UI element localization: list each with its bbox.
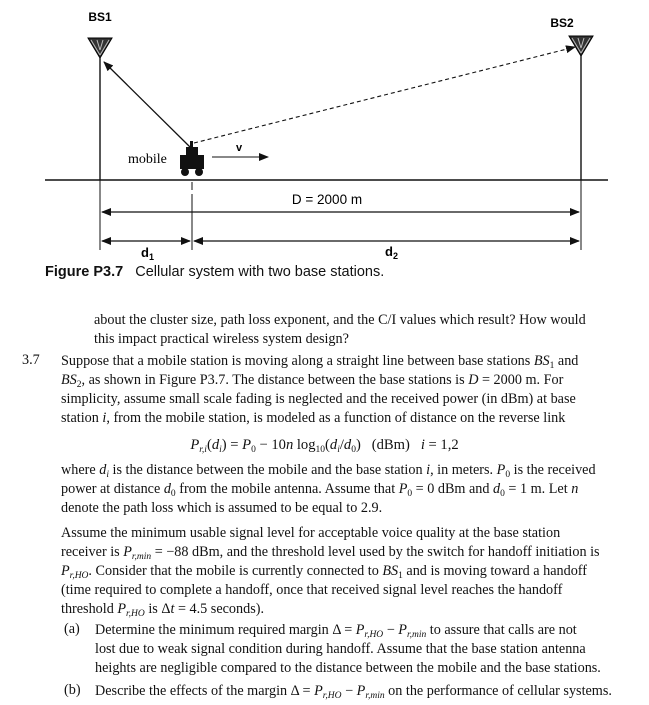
p1-line-1: Suppose that a mobile station is moving along a straight line between base stations $BS_1$ and [61, 353, 579, 371]
mobile-station-icon [180, 141, 204, 176]
d2-label: $d_2$ [385, 244, 398, 261]
part-b-paragraph [95, 682, 635, 701]
problem-paragraph-2 [61, 461, 627, 518]
mobile-label: mobile [128, 152, 167, 167]
p3-line-1: Assume the minimum usable signal level for acceptable voice quality at the base station [61, 525, 561, 541]
d1-label: $d_1$ [141, 245, 154, 262]
velocity-label: v [236, 142, 243, 154]
figure-caption [45, 264, 384, 280]
part-a-paragraph [95, 621, 627, 678]
part-b-line-1: Describe the effects of the margin $\Delta = P_{r,HO} - P_{r,min}$ on the performance of cellular systems. [95, 683, 612, 701]
link-to-bs2 [194, 47, 575, 143]
bs2-antenna-icon [569, 36, 593, 180]
p3-line-5: threshold $P_{r,HO}$ is Δt = 4.5 seconds). [61, 601, 264, 619]
p1-line-4: station i, from the mobile station, is modeled as a function of distance on the reverse link [61, 410, 566, 426]
p1-line-2: $BS_2$, as shown in Figure P3.7. The distance between the base stations is D = 2000 m. For [61, 372, 564, 390]
p1-line-3: simplicity, assume small scale fading is neglected and the received power (in dBm) at base [61, 391, 576, 407]
part-a-line-3: heights are negligible compared to the distance between the mobile and the base stations. [95, 660, 601, 676]
p2-line-3: denote the path loss which is assumed to be equal to 2.9. [61, 500, 383, 516]
p3-line-3: $P_{r,HO}$. Consider that the mobile is currently connected to $BS_1$ and is moving toward a handoff [61, 563, 587, 581]
bs2-label: BS2 [550, 16, 574, 30]
problem-paragraph-1 [61, 352, 627, 428]
path-loss-equation: $P_{r,i}(d_i) = P_0 - 10n$ $\log_{10}(d_i/d_0)$ (dBm) i = 1,2 [190, 437, 459, 455]
p2-line-1: where $d_i$ is the distance between the mobile and the base station i, in meters. $P_0$ is the received [61, 462, 596, 480]
part-a-line-1: Determine the minimum required margin $\Delta = P_{r,HO} - P_{r,min}$ to assure that calls are not [95, 622, 577, 640]
p2-line-2: power at distance $d_0$ from the mobile antenna. Assume that $P_0 = 0$ dBm and $d_0 = 1$ m. Let n [61, 481, 579, 499]
part-a-line-2: lost due to weak signal condition during handoff. Assume that the base station antenna [95, 641, 586, 657]
intro-paragraph [94, 311, 626, 349]
bs1-label: BS1 [88, 10, 112, 24]
link-to-bs1 [104, 62, 190, 147]
distance-d-label: D = 2000 m [291, 192, 363, 207]
p3-line-2: receiver is $P_{r,min} = -88$ dBm, and the threshold level used by the switch for handoff initiation is [61, 544, 600, 562]
figure-caption-id: Figure P3.7 [45, 264, 124, 280]
bs1-antenna-icon [88, 38, 112, 180]
figure-caption-text: Cellular system with two base stations. [135, 264, 385, 280]
problem-number: 3.7 [22, 352, 40, 368]
intro-line-2: this impact practical wireless system design? [94, 331, 349, 347]
part-b-label: (b) [64, 682, 81, 698]
problem-paragraph-3 [61, 524, 627, 619]
part-a-label: (a) [64, 621, 80, 637]
intro-line-1: about the cluster size, path loss exponent, and the C/I values which result? How would [94, 312, 586, 328]
figure-p3-7-diagram [0, 0, 649, 262]
p3-line-4: (time required to complete a handoff, once that received signal level reaches the handoff [61, 582, 563, 598]
